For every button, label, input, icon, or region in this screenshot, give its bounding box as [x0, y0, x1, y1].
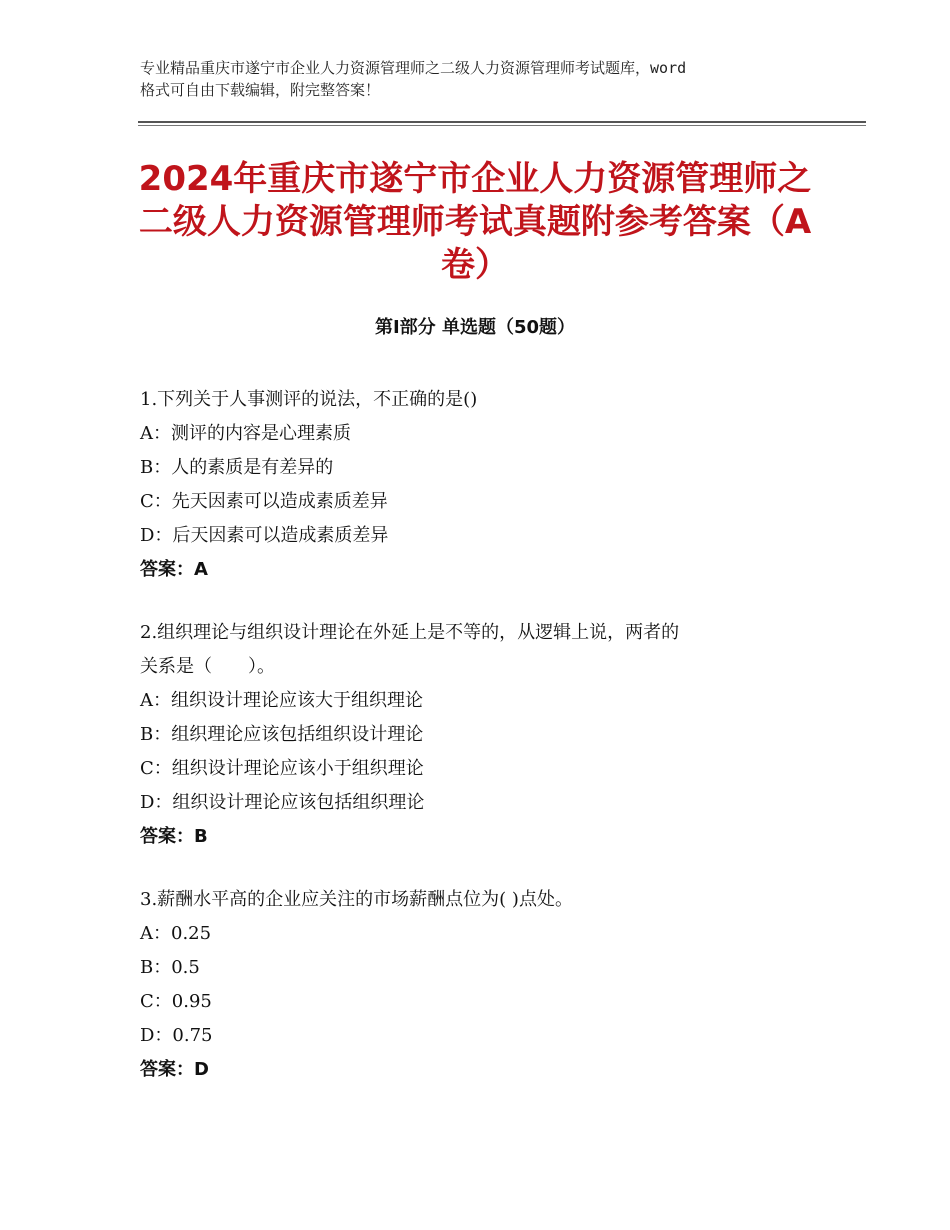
question-stem: 2.组织理论与组织设计理论在外延上是不等的，从逻辑上说，两者的	[140, 622, 680, 643]
question-3	[140, 883, 840, 1087]
option-b: B：组织理论应该包括组织设计理论	[140, 724, 424, 745]
header-divider-thin	[138, 125, 866, 126]
option-b: B：0.5	[140, 957, 200, 978]
header-divider-thick	[138, 121, 866, 123]
option-d: D：组织设计理论应该包括组织理论	[140, 792, 425, 813]
option-a: A：0.25	[140, 923, 212, 944]
option-a: A：测评的内容是心理素质	[140, 423, 351, 444]
question-1	[140, 383, 840, 587]
option-b: B：人的素质是有差异的	[140, 457, 334, 478]
header-note	[140, 57, 820, 101]
question-2	[140, 616, 840, 854]
answer-key: 答案：D	[140, 1059, 209, 1080]
header-note-line-2: 格式可自由下载编辑，附完整答案！	[140, 81, 381, 99]
question-stem: 3.薪酬水平高的企业应关注的市场薪酬点位为( )点处。	[140, 889, 573, 910]
option-a: A：组织设计理论应该大于组织理论	[140, 690, 423, 711]
answer-key: 答案：B	[140, 826, 208, 847]
document-title-line-2: 二级人力资源管理师考试真题附参考答案（A	[138, 202, 812, 242]
document-title	[100, 158, 850, 287]
document-title-line-1: 2024年重庆市遂宁市企业人力资源管理师之	[138, 159, 812, 199]
option-d: D：0.75	[140, 1025, 213, 1046]
header-note-line-1: 专业精品重庆市遂宁市企业人力资源管理师之二级人力资源管理师考试题库，word	[140, 59, 687, 77]
option-c: C：先天因素可以造成素质差异	[140, 491, 388, 512]
option-d: D：后天因素可以造成素质差异	[140, 525, 389, 546]
section-heading: 第Ⅰ部分 单选题（50题）	[374, 317, 575, 338]
question-stem: 1.下列关于人事测评的说法，不正确的是()	[140, 389, 478, 410]
option-c: C：0.95	[140, 991, 212, 1012]
document-title-line-3: 卷）	[441, 245, 509, 285]
option-c: C：组织设计理论应该小于组织理论	[140, 758, 424, 779]
question-stem-continued: 关系是（ ）。	[140, 656, 275, 677]
question-list	[140, 383, 840, 1116]
answer-key: 答案：A	[140, 559, 208, 580]
